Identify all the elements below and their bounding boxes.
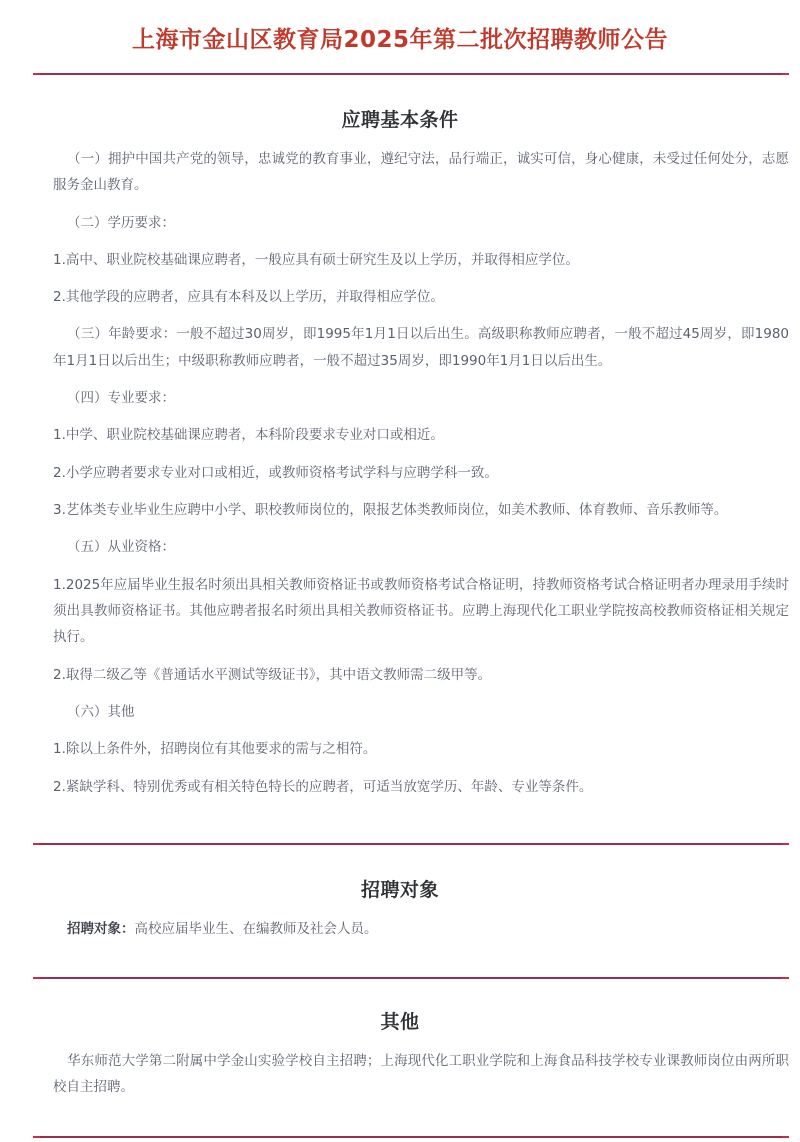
divider-under-title (33, 73, 789, 75)
paragraph: 3.艺体类专业毕业生应聘中小学、职校教师岗位的，限报艺体类教师岗位，如美术教师、体育教师、音乐教师等。 (53, 502, 728, 519)
divider-page-bottom (33, 1136, 789, 1138)
paragraph: 1.除以上条件外，招聘岗位有其他要求的需与之相符。 (53, 741, 377, 758)
paragraph (12, 910, 789, 947)
paragraph: （五）从业资格： (67, 539, 175, 556)
section-heading-basic-requirements: 应聘基本条件 (341, 108, 459, 131)
section-heading-other: 其他 (380, 1011, 420, 1034)
paragraph: 1.中学、职业院校基础课应聘者，本科阶段要求专业对口或相近。 (53, 427, 444, 444)
recruitment-targets-label: 招聘对象： (67, 920, 135, 937)
divider-before-recruitment-targets (33, 843, 789, 845)
paragraph: （三）年龄要求：一般不超过30周岁，即1995年1月1日以后出生。高级职称教师应聘者，一般不超过45周岁，即1980年1月1日以后出生；中级职称教师应聘者，一般不超过35周岁，即1990年1月1日以后出生。 (53, 326, 789, 369)
recruitment-targets-value: 高校应届毕业生、在编教师及社会人员。 (134, 920, 378, 937)
section-body-recruitment-targets (0, 910, 800, 947)
page-title: 上海市金山区教育局2025年第二批次招聘教师公告 (131, 27, 668, 53)
paragraph: 2.紧缺学科、特别优秀或有相关特色特长的应聘者，可适当放宽学历、年龄、专业等条件。 (53, 778, 593, 795)
paragraph: （二）学历要求： (67, 214, 175, 231)
paragraph: 1.高中、职业院校基础课应聘者，一般应具有硕士研究生及以上学历，并取得相应学位。 (53, 251, 579, 268)
paragraph: 1.2025年应届毕业生报名时须出具相关教师资格证书或教师资格考试合格证明，持教师资格考试合格证明者办理录用手续时须出具教师资格证书。其他应聘者报名时须出具相关教师资格证书。应聘上海现代化工职业学院按高校教师资格证相关规定执行。 (53, 576, 789, 646)
paragraph: 2.其他学段的应聘者，应具有本科及以上学历，并取得相应学位。 (53, 289, 444, 306)
paragraph: 华东师范大学第二附属中学金山实验学校自主招聘；上海现代化工职业学院和上海食品科技学校专业课教师岗位由两所职校自主招聘。 (53, 1053, 789, 1096)
paragraph: （六）其他 (67, 703, 135, 720)
paragraph: 2.小学应聘者要求专业对口或相近，或教师资格考试学科与应聘学科一致。 (53, 464, 498, 481)
paragraph: （四）专业要求： (67, 390, 175, 407)
section-body-basic-requirements (0, 140, 800, 805)
section-body-other (0, 1042, 800, 1106)
divider-before-other (33, 977, 789, 979)
paragraph: 2.取得二级乙等《普通话水平测试等级证书》，其中语文教师需二级甲等。 (53, 666, 492, 683)
paragraph: （一）拥护中国共产党的领导，忠诚党的教育事业，遵纪守法，品行端正，诚实可信，身心健康，未受过任何处分，志愿服务金山教育。 (53, 150, 789, 194)
section-heading-recruitment-targets: 招聘对象 (360, 878, 439, 901)
